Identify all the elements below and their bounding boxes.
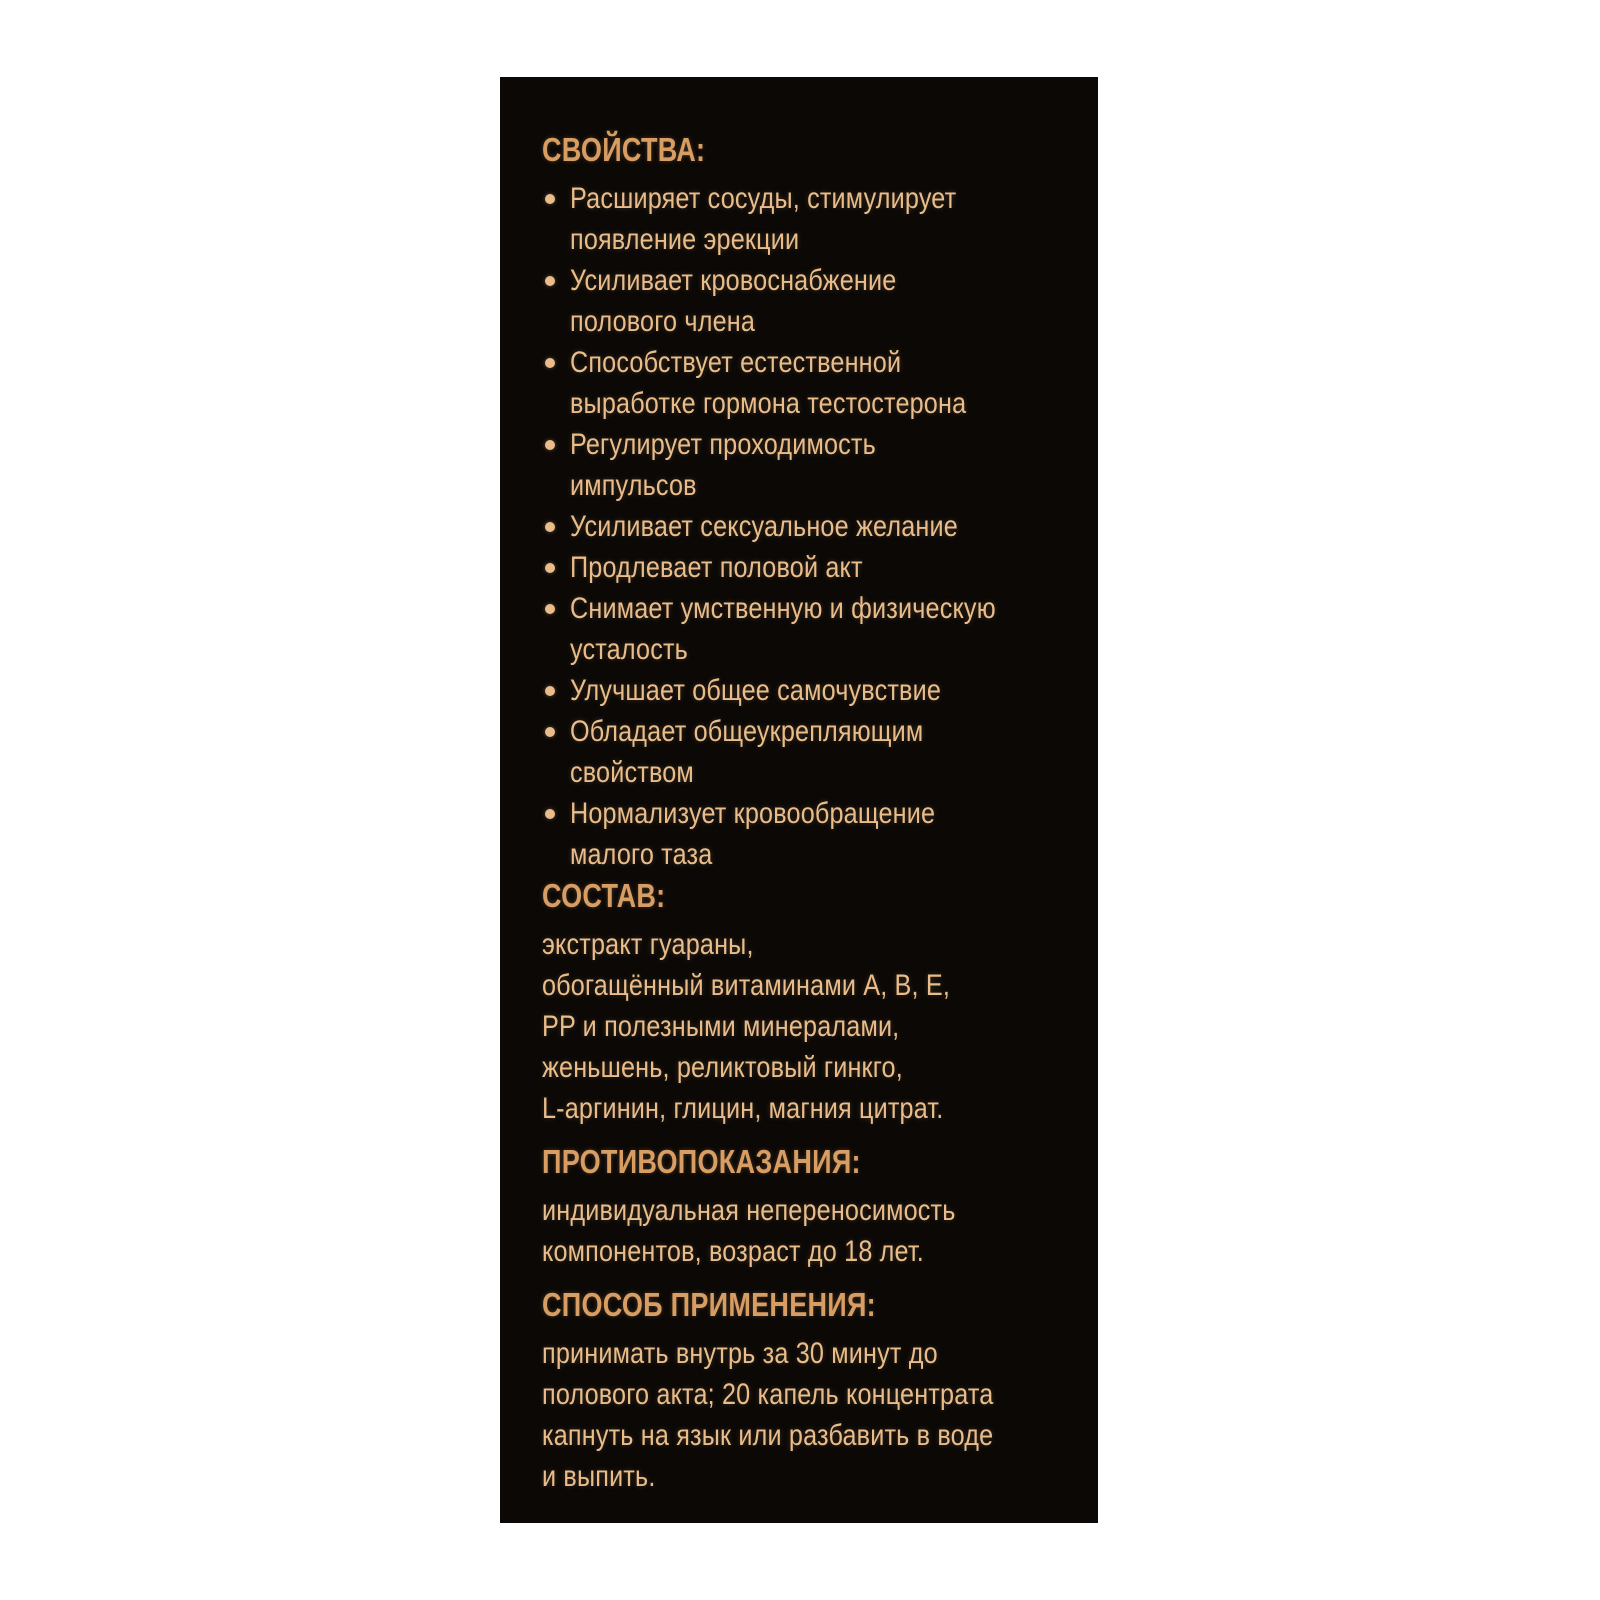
bullet-line: Регулирует проходимость xyxy=(570,428,876,461)
body-line: обогащённый витаминами A, B, E, xyxy=(542,969,951,1002)
bullet-dot-icon xyxy=(545,727,555,737)
section-heading: СОСТАВ: xyxy=(542,877,666,914)
bullet-line: полового члена xyxy=(570,305,756,338)
body-line: женьшень, реликтовый гинкго, xyxy=(542,1051,903,1084)
body-line: принимать внутрь за 30 минут до xyxy=(542,1337,938,1370)
bullet-text xyxy=(570,342,1042,424)
section-heading: ПРОТИВОПОКАЗАНИЯ: xyxy=(542,1143,861,1180)
bullet-item xyxy=(542,711,1074,793)
bullet-dot-icon xyxy=(545,358,555,368)
bullet-line: малого таза xyxy=(570,838,713,871)
body-line: компонентов, возраст до 18 лет. xyxy=(542,1235,924,1268)
bullet-item xyxy=(542,588,1074,670)
bullet-line: Усиливает кровоснабжение xyxy=(570,264,897,297)
bullet-line: Продлевает половой акт xyxy=(570,551,863,584)
bullet-text xyxy=(570,506,1032,547)
bullet-line: выработке гормона тестостерона xyxy=(570,387,967,420)
bullet-line: Расширяет сосуды, стимулирует xyxy=(570,182,957,215)
bullet-item xyxy=(542,793,1074,875)
section-heading: СВОЙСТВА: xyxy=(542,131,706,168)
bullet-item xyxy=(542,178,1074,260)
bullet-text xyxy=(570,178,1030,260)
bullet-line: Улучшает общее самочувствие xyxy=(570,674,942,707)
bullet-line: Снимает умственную и физическую xyxy=(570,592,996,625)
bullet-text xyxy=(570,588,1074,670)
body-line: капнуть на язык или разбавить в воде xyxy=(542,1419,994,1452)
body-line: и выпить. xyxy=(542,1460,656,1493)
bullet-dot-icon xyxy=(545,194,555,204)
bullet-text xyxy=(570,670,1012,711)
bullet-line: усталость xyxy=(570,633,688,666)
bullet-item xyxy=(542,506,1074,547)
bullet-line: Обладает общеукрепляющим xyxy=(570,715,924,748)
label-panel-content xyxy=(542,129,1074,1497)
bullet-dot-icon xyxy=(545,563,555,573)
bullet-line: Способствует естественной xyxy=(570,346,902,379)
bullet-text xyxy=(570,793,1005,875)
bullet-line: Усиливает сексуальное желание xyxy=(570,510,958,543)
section-heading: СПОСОБ ПРИМЕНЕНИЯ: xyxy=(542,1286,876,1323)
bullet-dot-icon xyxy=(545,809,555,819)
bullet-text xyxy=(570,547,918,588)
bullet-item xyxy=(542,424,1074,506)
body-line: индивидуальная непереносимость xyxy=(542,1194,956,1227)
bullet-text xyxy=(570,260,959,342)
label-panel xyxy=(500,77,1098,1523)
bullet-item xyxy=(542,260,1074,342)
bullet-dot-icon xyxy=(545,686,555,696)
bullet-line: Нормализует кровообращение xyxy=(570,797,936,830)
bullet-item xyxy=(542,670,1074,711)
body-line: экстракт гуараны, xyxy=(542,928,754,961)
bullet-line: появление эрекции xyxy=(570,223,800,256)
bullet-dot-icon xyxy=(545,522,555,532)
bullet-line: свойством xyxy=(570,756,694,789)
bullet-item xyxy=(542,342,1074,424)
body-line: полового акта; 20 капель концентрата xyxy=(542,1378,994,1411)
bullet-dot-icon xyxy=(545,604,555,614)
body-line: L-аргинин, глицин, магния цитрат. xyxy=(542,1092,944,1125)
bullet-dot-icon xyxy=(545,440,555,450)
bullet-line: импульсов xyxy=(570,469,697,502)
bullet-item xyxy=(542,547,1074,588)
bullet-text xyxy=(570,424,934,506)
bullet-text xyxy=(570,711,991,793)
bullet-dot-icon xyxy=(545,276,555,286)
body-line: PP и полезными минералами, xyxy=(542,1010,900,1043)
